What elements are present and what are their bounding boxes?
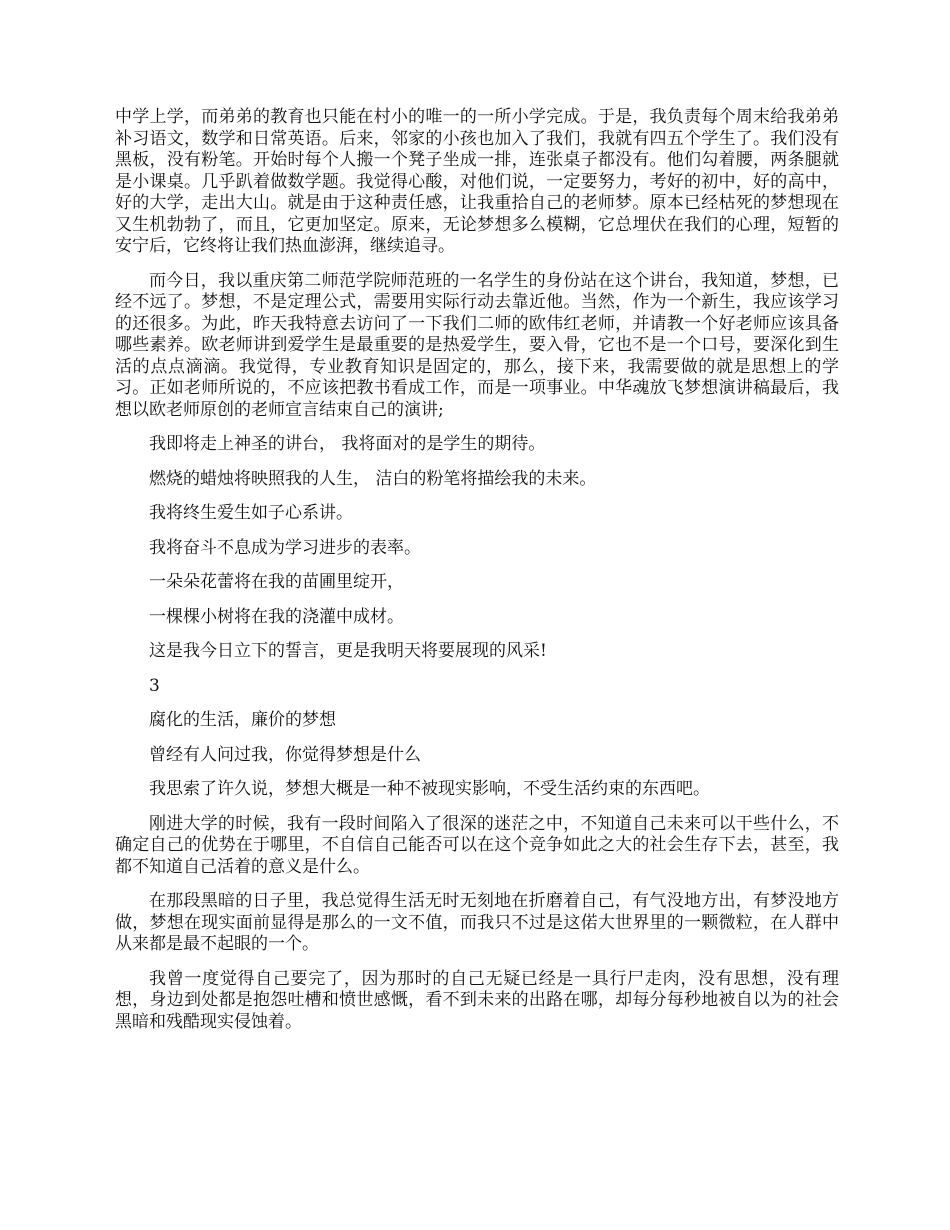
pledge-line: 一朵朵花蕾将在我的苗圃里绽开，: [149, 572, 404, 592]
section-number: 3: [149, 675, 160, 696]
paragraph: 我思索了许久说，梦想大概是一种不被现实影响，不受生活约束的东西吧。: [149, 779, 710, 799]
paragraph: 而今日，我以重庆第二师范学院师范班的一名学生的身份站在这个讲台，我知道，梦想，已经不远了。梦想，不是定理公式，需要用实际行动去靠近他。当然，作为一个新生，我应该学习的还很多。为此，昨天我特意去访问了一下我们二师的欧伟红老师，并请教一个好老师应该具备哪些素养。欧老师讲到爱学生是最重要的是热爱学生，要入骨，它也不是一个口号，要深化到生活的点点滴滴。我觉得，专业教育知识是固定的，那么，接下来，我需要做的就是思想上的学习。正如老师所说的，不应该把教书看成工作，而是一项事业。中华魂放飞梦想演讲稿最后，我想以欧老师原创的老师宣言结束自己的演讲;: [115, 270, 839, 420]
paragraph: 刚进大学的时候，我有一段时间陷入了很深的迷茫之中，不知道自己未来可以干些什么，不确定自己的优势在于哪里，不自信自己能否可以在这个竞争如此之大的社会生存下去，甚至，我都不知道自己活着的意义是什么。: [115, 813, 839, 877]
pledge-line: 我将终生爱生如子心系讲。: [149, 503, 353, 523]
pledge-line: 一棵棵小树将在我的浇灌中成材。: [149, 606, 404, 627]
paragraph: 曾经有人问过我，你觉得梦想是什么: [149, 744, 421, 765]
paragraph-continued: 中学上学，而弟弟的教育也只能在村小的唯一的一所小学完成。于是，我负责每个周末给我弟弟补习语文，数学和日常英语。后来，邻家的小孩也加入了我们，我就有四五个学生了。我们没有黑板，没有粉笔。开始时每个人搬一个凳子坐成一排，连张桌子都没有。他们勾着腰，两条腿就是小课桌。几乎趴着做数学题。我觉得心酸，对他们说，一定要努力，考好的初中，好的高中，好的大学，走出大山。就是由于这种责任感，让我重拾自己的老师梦。原本已经枯死的梦想现在又生机勃勃了，而且，它更加坚定。原来，无论梦想多么模糊，它总埋伏在我们的心理，短暂的安宁后，它终将让我们热血澎湃，继续追寻。: [115, 107, 839, 256]
pledge-line: 燃烧的蜡烛将映照我的人生， 洁白的粉笔将描绘我的未来。: [149, 468, 597, 489]
document-body: [115, 107, 839, 1046]
paragraph: 在那段黑暗的日子里，我总觉得生活无时无刻地在折磨着自己，有气没地方出，有梦没地方做，梦想在现实面前显得是那么的一文不值，而我只不过是这偌大世界里的一颗微粒，在人群中从来都是最不起眼的一个。: [115, 891, 839, 954]
pledge-line: 这是我今日立下的誓言，更是我明天将要展现的风采!: [149, 641, 547, 661]
pledge-line: 我即将走上神圣的讲台， 我将面对的是学生的期待。: [149, 434, 546, 454]
section-title: 腐化的生活，廉价的梦想: [149, 710, 336, 730]
pledge-line: 我将奋斗不息成为学习进步的表率。: [149, 537, 421, 558]
paragraph: 我曾一度觉得自己要完了，因为那时的自己无疑已经是一具行尸走肉，没有思想，没有理想，身边到处都是抱怨吐槽和愤世感慨，看不到未来的出路在哪，却每分每秒地被自以为的社会黑暗和残酷现实侵蚀着。: [115, 968, 839, 1032]
